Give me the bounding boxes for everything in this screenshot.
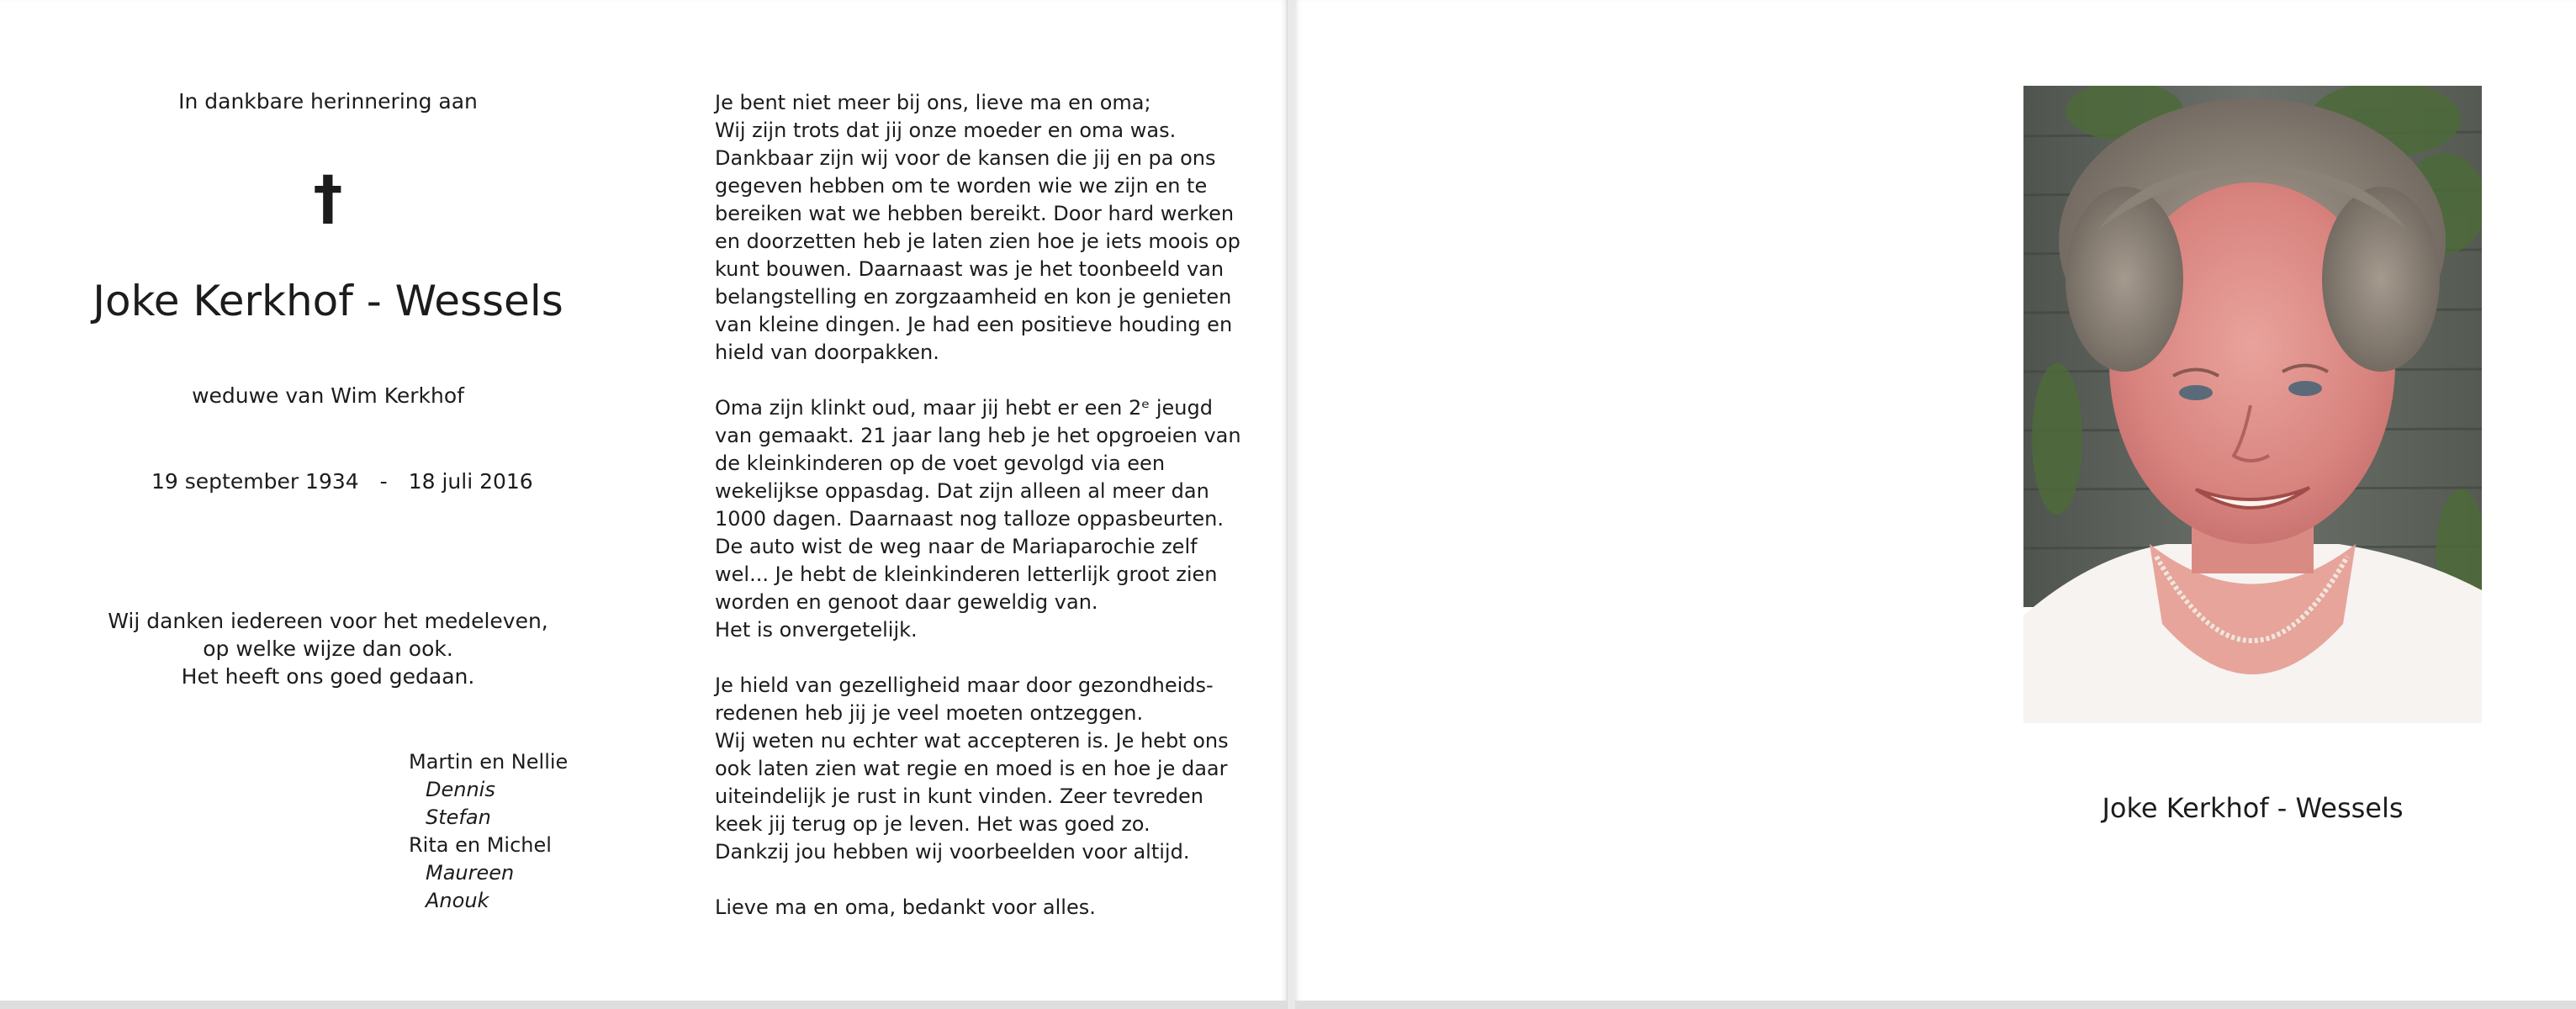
page-edge — [0, 1001, 1287, 1009]
family-member: Maureen — [426, 861, 515, 885]
poem-text — [715, 89, 1253, 949]
poem-line: De auto wist de weg naar de Mariaparochie zelf — [715, 535, 1198, 558]
poem-line: ook laten zien wat regie en moed is en hoe je daar — [715, 757, 1228, 780]
family-member: Stefan — [426, 806, 491, 829]
deceased-name-caption: Joke Kerkhof - Wessels — [2102, 792, 2404, 824]
deceased-name: Joke Kerkhof - Wessels — [93, 277, 563, 325]
poem-line: 1000 dagen. Daarnaast nog talloze oppasbeurten. — [715, 507, 1224, 531]
page-edge — [1295, 1001, 2576, 1009]
thanks-line: op welke wijze dan ook. — [203, 637, 453, 661]
poem-line: Je bent niet meer bij ons, lieve ma en oma; — [715, 91, 1151, 114]
poem-line: keek jij terug op je leven. Het was goed zo. — [715, 812, 1150, 836]
family-member: Anouk — [426, 889, 489, 912]
poem-line: worden en genoot daar geweldig van. — [715, 590, 1098, 614]
poem-stanza — [715, 89, 1253, 367]
death-date: 18 juli 2016 — [408, 469, 533, 494]
poem-line: redenen heb jij je veel moeten ontzeggen. — [715, 701, 1144, 725]
poem-line: van kleine dingen. Je had een positieve houding en — [715, 313, 1233, 336]
thanks-block — [0, 607, 656, 690]
poem-line: bereiken wat we hebben bereikt. Door hard werken — [715, 202, 1235, 225]
poem-line: Oma zijn klinkt oud, maar jij hebt er een 2ᵉ jeugd — [715, 396, 1213, 420]
poem-line: Lieve ma en oma, bedankt voor alles. — [715, 895, 1096, 919]
thanks-line: Het heeft ons goed gedaan. — [181, 664, 475, 689]
birth-date: 19 september 1934 — [151, 469, 359, 494]
poem-line: Je hield van gezelligheid maar door gezondheids- — [715, 674, 1214, 697]
poem-line: Het is onvergetelijk. — [715, 618, 918, 642]
poem-line: van gemaakt. 21 jaar lang heb je het opgroeien van — [715, 424, 1241, 447]
life-dates — [151, 468, 533, 495]
poem-line: en doorzetten heb je laten zien hoe je iets moois op — [715, 230, 1240, 253]
poem-line: Dankbaar zijn wij voor de kansen die jij en pa ons — [715, 146, 1216, 170]
family-member: Rita en Michel — [409, 833, 552, 857]
intro-text: In dankbare herinnering aan — [178, 89, 478, 114]
family-member: Dennis — [426, 778, 495, 801]
poem-stanza — [715, 672, 1253, 866]
poem-line: uiteindelijk je rust in kunt vinden. Zeer tevreden — [715, 784, 1203, 808]
poem-line: wel... Je hebt de kleinkinderen letterlijk groot zien — [715, 563, 1218, 586]
poem-line: belangstelling en zorgzaamheid en kon je genieten — [715, 285, 1232, 309]
poem-line: kunt bouwen. Daarnaast was je het toonbeeld van — [715, 257, 1225, 281]
widow-of-text: weduwe van Wim Kerkhof — [192, 383, 464, 408]
poem-line: Dankzij jou hebben wij voorbeelden voor altijd. — [715, 840, 1190, 864]
poem-line: Wij zijn trots dat jij onze moeder en oma was. — [715, 119, 1177, 142]
poem-stanza — [715, 394, 1253, 644]
family-member: Martin en Nellie — [409, 750, 569, 774]
poem-line: gegeven hebben om te worden wie we zijn en te — [715, 174, 1208, 198]
thanks-line: Wij danken iedereen voor het medeleven, — [108, 609, 548, 633]
poem-line: wekelijkse oppasdag. Dat zijn alleen al meer dan — [715, 479, 1209, 503]
poem-line: de kleinkinderen op de voet gevolgd via een — [715, 452, 1166, 475]
poem-line: hield van doorpakken. — [715, 341, 939, 364]
poem-line: Wij weten nu echter wat accepteren is. Je hebt ons — [715, 729, 1229, 753]
date-separator: - — [379, 469, 388, 494]
cross-icon: † — [313, 163, 343, 232]
poem-stanza — [715, 894, 1253, 922]
family-list — [409, 748, 568, 915]
portrait-photo-icon — [2023, 86, 2482, 723]
